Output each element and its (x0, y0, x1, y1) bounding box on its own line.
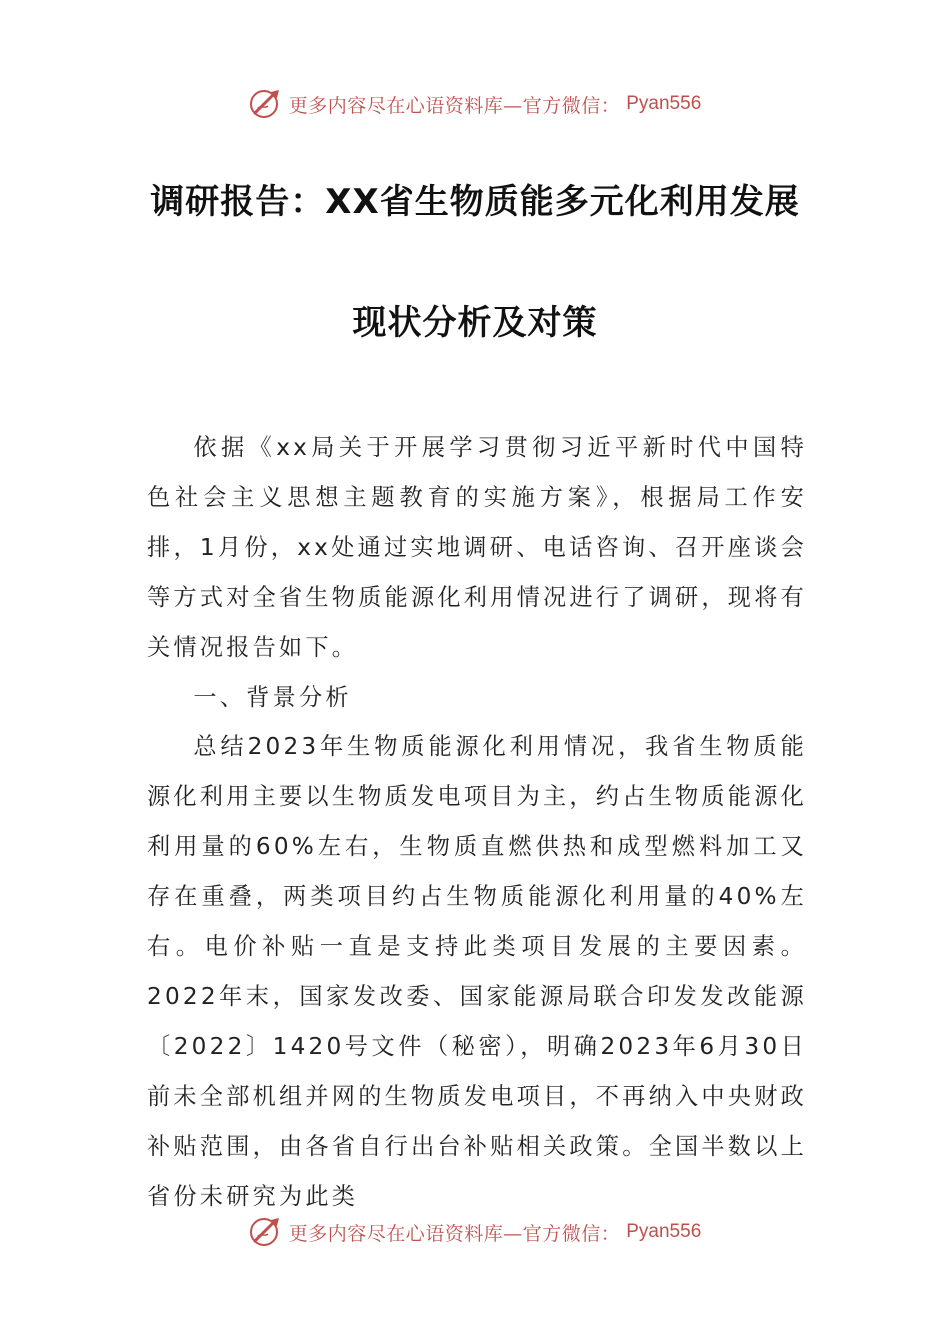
background-paragraph: 总结2023年生物质能源化利用情况，我省生物质能源化利用主要以生物质发电项目为主，约占生物质能源化利用量的60%左右，生物质直燃供热和成型燃料加工又存在重叠，两类项目约占生物质能源化利用量的40%左右。电价补贴一直是支持此类项目发展的主要因素。2022年末，国家发改委、国家能源局联合印发发改能源〔2022〕1420号文件（秘密），明确2023年6月30日前未全部机组并网的生物质发电项目，不再纳入中央财政补贴范围，由各省自行出台补贴相关政策。全国半数以上省份未研究为此类 (147, 733, 807, 1210)
document-title-line-2: 现状分析及对策 (352, 303, 598, 343)
intro-paragraph: 依据《xx局关于开展学习贯彻习近平新时代中国特色社会主义思想主题教育的实施方案》，根据局工作安排，1月份，xx处通过实地调研、电话咨询、召开座谈会等方式对全省生物质能源化利用情况进行了调研，现将有关情况报告如下。 (147, 434, 807, 661)
watermark-account: Pyan556 (626, 93, 702, 114)
document-title-line-1: 调研报告：XX省生物质能多元化利用发展 (150, 182, 800, 222)
document-body (147, 423, 807, 1222)
pen-logo-icon (249, 1215, 283, 1249)
header-watermark (0, 84, 950, 124)
watermark-text: 更多内容尽在心语资料库—官方微信： (288, 1222, 621, 1245)
watermark-account: Pyan556 (626, 1221, 702, 1242)
watermark-text: 更多内容尽在心语资料库—官方微信： (288, 94, 621, 117)
footer-watermark (0, 1212, 950, 1252)
section-heading-background: 一、背景分析 (193, 683, 352, 711)
pen-logo-icon (249, 87, 283, 121)
